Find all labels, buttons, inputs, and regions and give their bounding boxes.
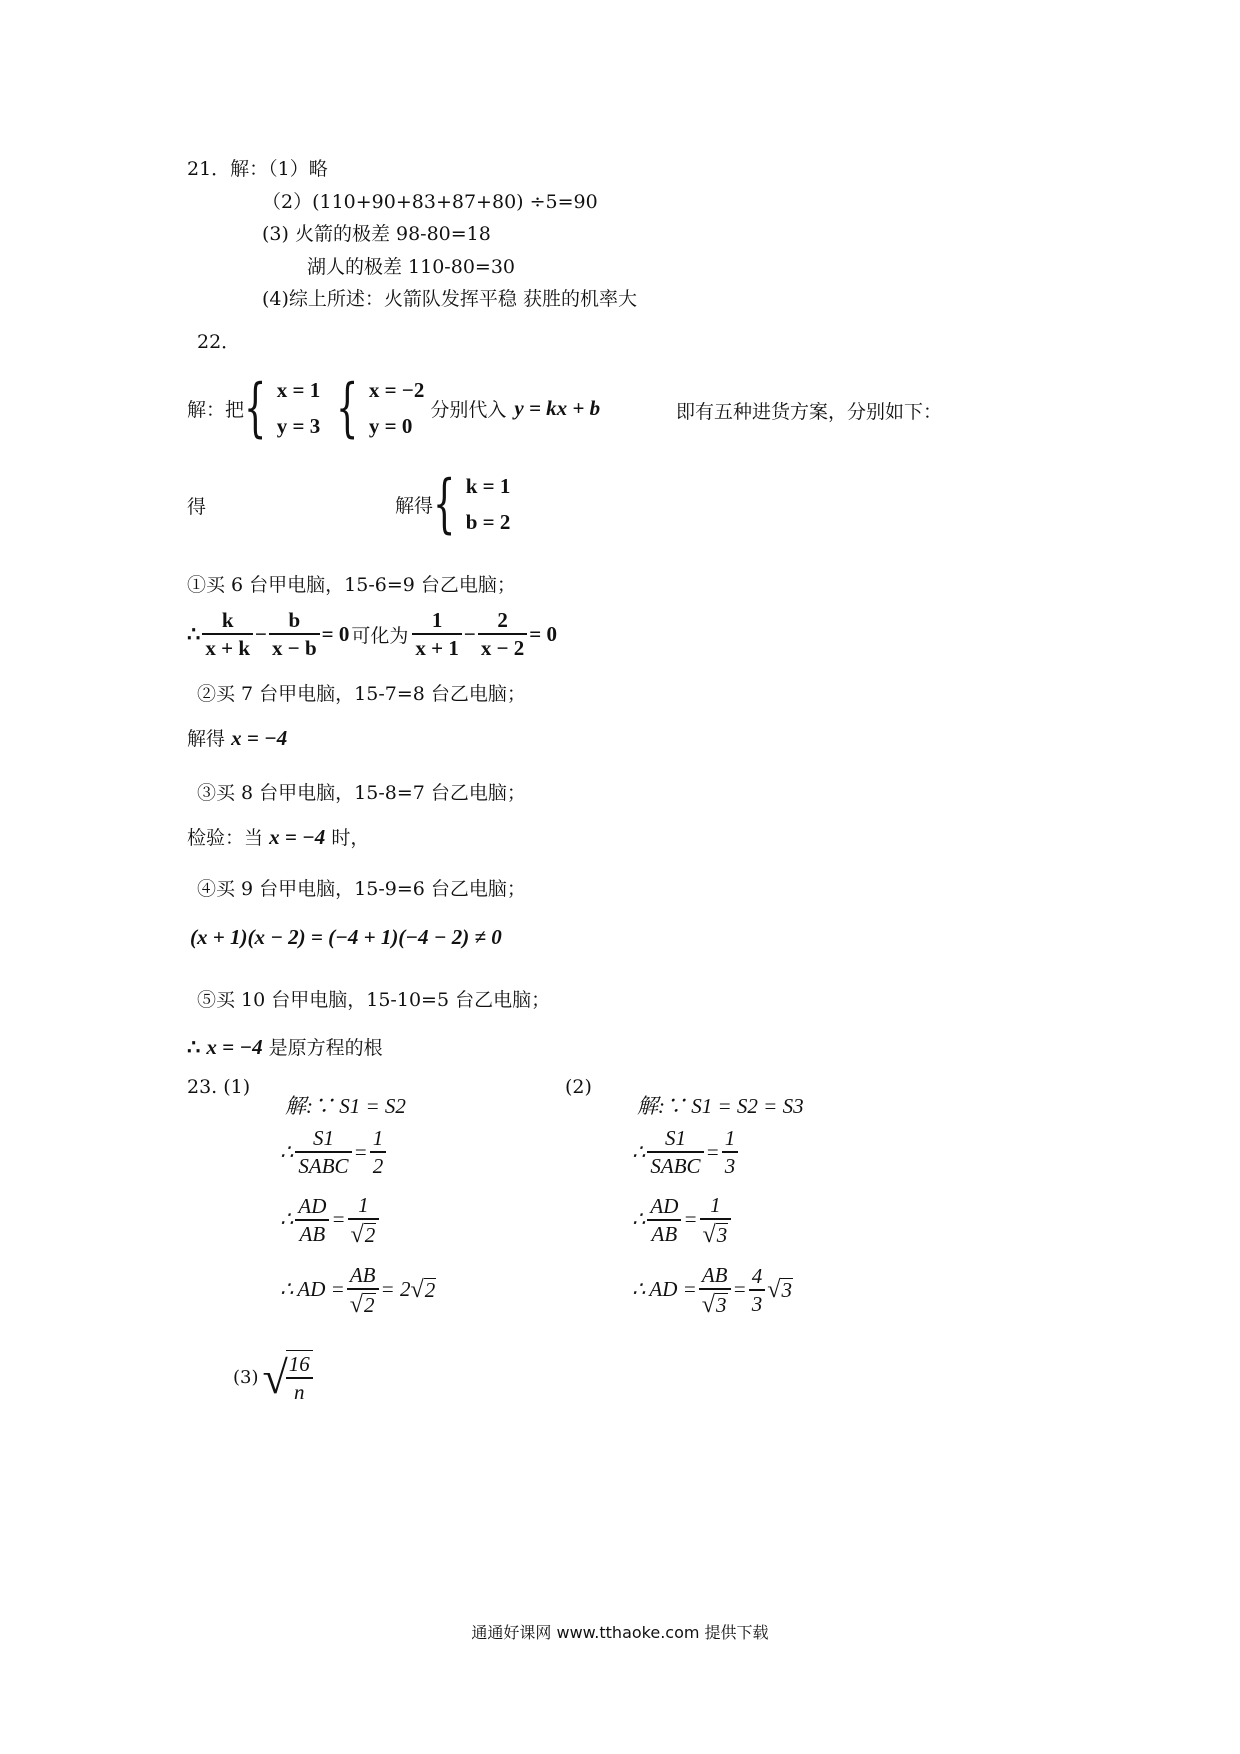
- q23-p1-result: [280, 1262, 436, 1318]
- fraction-numerator: AB: [349, 1263, 376, 1287]
- fraction-denominator: [348, 1220, 380, 1247]
- fraction-ab-over-root: [699, 1262, 731, 1318]
- radicand: 2: [364, 1293, 375, 1318]
- fraction-denominator: x − b: [272, 636, 317, 660]
- fraction-denominator: n: [294, 1380, 305, 1405]
- q22-de: 得: [187, 496, 207, 518]
- fraction-denominator: x + 1: [415, 636, 459, 660]
- radicand: 3: [716, 1223, 728, 1248]
- q21-line-3: (3) 火箭的极差 98-80=18: [262, 223, 491, 245]
- q23-p1-given: 解:∵ S1 = S2: [285, 1094, 406, 1118]
- q23-part-3: [233, 1350, 315, 1406]
- jiede-label: 解得: [395, 494, 434, 517]
- fraction-result: [370, 1125, 387, 1180]
- equals-zero: = 0: [321, 621, 350, 646]
- substitute-text: 分别代入: [430, 398, 507, 421]
- radicand: 2: [364, 1223, 376, 1248]
- fraction-numerator: 1: [724, 1126, 736, 1150]
- system-3-eq-1: k = 1: [465, 474, 511, 498]
- fraction-numerator: AD: [298, 1193, 327, 1218]
- fraction-numerator: 1: [372, 1126, 384, 1150]
- q23-p1-ratio-2: [280, 1192, 381, 1248]
- fraction-result: [722, 1125, 739, 1180]
- linear-equation: y = kx + b: [514, 395, 601, 420]
- page-footer: 通通好课网 www.tthaoke.com 提供下载: [471, 1623, 769, 1642]
- q22-substitution-line: [187, 368, 600, 448]
- q22-plan-4: ④买 9 台甲电脑，15-9=6 台乙电脑；: [197, 878, 526, 900]
- fraction-denominator: 3: [724, 1154, 736, 1179]
- radicand: 3: [781, 1277, 792, 1302]
- sqrt-sign: √: [701, 1291, 716, 1319]
- q22-solution-prefix: 解：把: [187, 398, 245, 421]
- left-brace: {: [336, 371, 359, 445]
- fraction-denominator: x + k: [205, 636, 251, 660]
- fraction-denominator: x − 2: [480, 636, 525, 660]
- q23-p1-ratio-1: [280, 1125, 388, 1180]
- fraction-numerator: S1: [664, 1126, 686, 1150]
- minus-sign: −: [255, 621, 267, 646]
- system-2-eq-1: x = −2: [368, 378, 425, 402]
- therefore-symbol: ∴: [187, 621, 201, 646]
- fraction-1: [412, 607, 461, 662]
- ad-label: AD =: [649, 1277, 697, 1302]
- equals-sign: =: [331, 1207, 346, 1232]
- fraction-four-thirds: [749, 1263, 766, 1318]
- root-text: 是原方程的根: [268, 1037, 383, 1059]
- fraction-numerator: k: [221, 607, 234, 632]
- result-root: [410, 1275, 436, 1303]
- root-equation: x = −4: [206, 1035, 263, 1059]
- sqrt-sign: √: [410, 1275, 424, 1303]
- fraction-numerator: S1: [312, 1126, 334, 1150]
- fraction-denominator: 2: [372, 1154, 384, 1179]
- q21-line-2: （2）(110+90+83+87+80) ÷5=90: [262, 191, 598, 213]
- q22-heading: 22．: [197, 331, 241, 353]
- fraction-denominator: AB: [651, 1221, 678, 1246]
- sqrt-sign: √: [350, 1221, 364, 1249]
- solve-equation: x = −4: [231, 726, 288, 750]
- therefore-symbol: ∴: [280, 1207, 294, 1232]
- q23-part-2-label: (2): [565, 1076, 592, 1098]
- fraction-numerator: AD: [650, 1193, 679, 1218]
- system-2-eq-2: y = 0: [368, 414, 413, 438]
- fraction-numerator: b: [288, 607, 301, 632]
- q22-verification: (x + 1)(x − 2) = (−4 + 1)(−4 − 2) ≠ 0: [190, 925, 502, 949]
- fraction-result: [348, 1192, 380, 1248]
- check-suffix: 时，: [331, 827, 370, 849]
- fraction-ab-over-root: [347, 1262, 379, 1318]
- therefore-symbol: ∴: [280, 1139, 294, 1164]
- q23-heading: 23. (1): [187, 1076, 251, 1098]
- system-3-eq-2: b = 2: [465, 510, 511, 534]
- fraction-numerator: 1: [431, 607, 443, 632]
- fraction-numerator: AB: [701, 1263, 728, 1287]
- fraction-denominator: [347, 1290, 379, 1317]
- q21-line-5: (4)综上所述：火箭队发挥平稳 获胜的机率大: [262, 288, 637, 310]
- fraction-b: [269, 607, 320, 662]
- fraction-numerator: 4: [751, 1263, 763, 1288]
- fraction-area-ratio: [647, 1125, 703, 1180]
- therefore-symbol: ∴: [187, 1035, 201, 1059]
- fraction-numerator: 1: [358, 1193, 369, 1217]
- q23-p2-ratio-1: [632, 1125, 740, 1180]
- equals-sign: =: [732, 1277, 747, 1302]
- part-3-label: (3): [233, 1367, 259, 1389]
- sqrt-sign: √: [262, 1351, 288, 1403]
- q22-solved-system: [395, 466, 510, 542]
- minus-sign: −: [463, 621, 476, 646]
- fraction-denominator: SABC: [298, 1154, 349, 1179]
- ad-label: AD =: [297, 1277, 345, 1302]
- q21-line-4: 湖人的极差 110-80=30: [307, 256, 515, 278]
- q22-plan-5: ⑤买 10 台甲电脑，15-10=5 台乙电脑；: [197, 989, 551, 1011]
- q23-p2-given: 解:∵ S1 = S2 = S3: [637, 1094, 804, 1118]
- system-1-eq-2: y = 3: [276, 414, 321, 438]
- therefore-symbol: ∴: [280, 1277, 294, 1302]
- fraction-2: [478, 607, 527, 662]
- result-coefficient: = 2: [380, 1277, 411, 1302]
- fraction-side-ratio: [295, 1193, 329, 1248]
- system-1: [277, 372, 320, 444]
- left-brace: {: [244, 371, 267, 445]
- fraction-side-ratio: [647, 1193, 681, 1248]
- kehua-text: 可化为: [351, 624, 409, 647]
- check-equation: x = −4: [269, 825, 326, 849]
- equals-sign: =: [683, 1207, 698, 1232]
- equals-zero: = 0: [529, 621, 558, 646]
- q22-conclusion: [187, 1033, 383, 1060]
- q22-fraction-equation: [187, 603, 557, 665]
- fraction-denominator: [699, 1290, 731, 1317]
- q22-plan-2: ②买 7 台甲电脑，15-7=8 台乙电脑；: [197, 683, 526, 705]
- sqrt-sign: √: [349, 1291, 364, 1319]
- q23-p2-result: [632, 1262, 793, 1318]
- therefore-symbol: ∴: [632, 1277, 646, 1302]
- left-brace: {: [433, 467, 456, 541]
- q23-p2-ratio-2: [632, 1192, 733, 1248]
- fraction-denominator: 3: [751, 1291, 763, 1316]
- fraction-k: [202, 607, 253, 662]
- solve-text: 解得: [187, 728, 226, 750]
- radicand: 3: [716, 1293, 727, 1318]
- fraction-result: [700, 1192, 732, 1248]
- therefore-symbol: ∴: [632, 1207, 646, 1232]
- system-3: [466, 468, 511, 540]
- result-root: [767, 1275, 793, 1303]
- check-text: 检验：当: [187, 827, 264, 849]
- system-2: [369, 372, 424, 444]
- system-1-eq-1: x = 1: [276, 378, 321, 402]
- fraction-numerator: 2: [497, 607, 508, 632]
- q22-plan-3: ③买 8 台甲电脑，15-8=7 台乙电脑；: [197, 782, 526, 804]
- q22-plan-1: ①买 6 台甲电脑，15-6=9 台乙电脑；: [187, 574, 516, 596]
- q21-heading: 21．解：（1）略: [187, 158, 328, 180]
- q22-check-line: [187, 823, 369, 850]
- radicand: 2: [424, 1277, 436, 1302]
- q22-plans-intro: 即有五种进货方案，分别如下：: [676, 401, 943, 423]
- sqrt-sign: √: [767, 1275, 781, 1303]
- fraction-area-ratio: [295, 1125, 351, 1180]
- fraction-denominator: [700, 1220, 732, 1247]
- therefore-symbol: ∴: [632, 1139, 646, 1164]
- equals-sign: =: [353, 1139, 368, 1164]
- fraction-denominator: SABC: [650, 1154, 701, 1179]
- sqrt-sign: √: [702, 1221, 716, 1249]
- q22-solve-line: [187, 724, 287, 751]
- fraction-numerator: 1: [710, 1193, 721, 1217]
- fraction-denominator: AB: [299, 1221, 326, 1246]
- fraction-numerator: 16: [288, 1352, 310, 1376]
- fraction-sixteen-over-n: [286, 1350, 313, 1406]
- equals-sign: =: [705, 1139, 720, 1164]
